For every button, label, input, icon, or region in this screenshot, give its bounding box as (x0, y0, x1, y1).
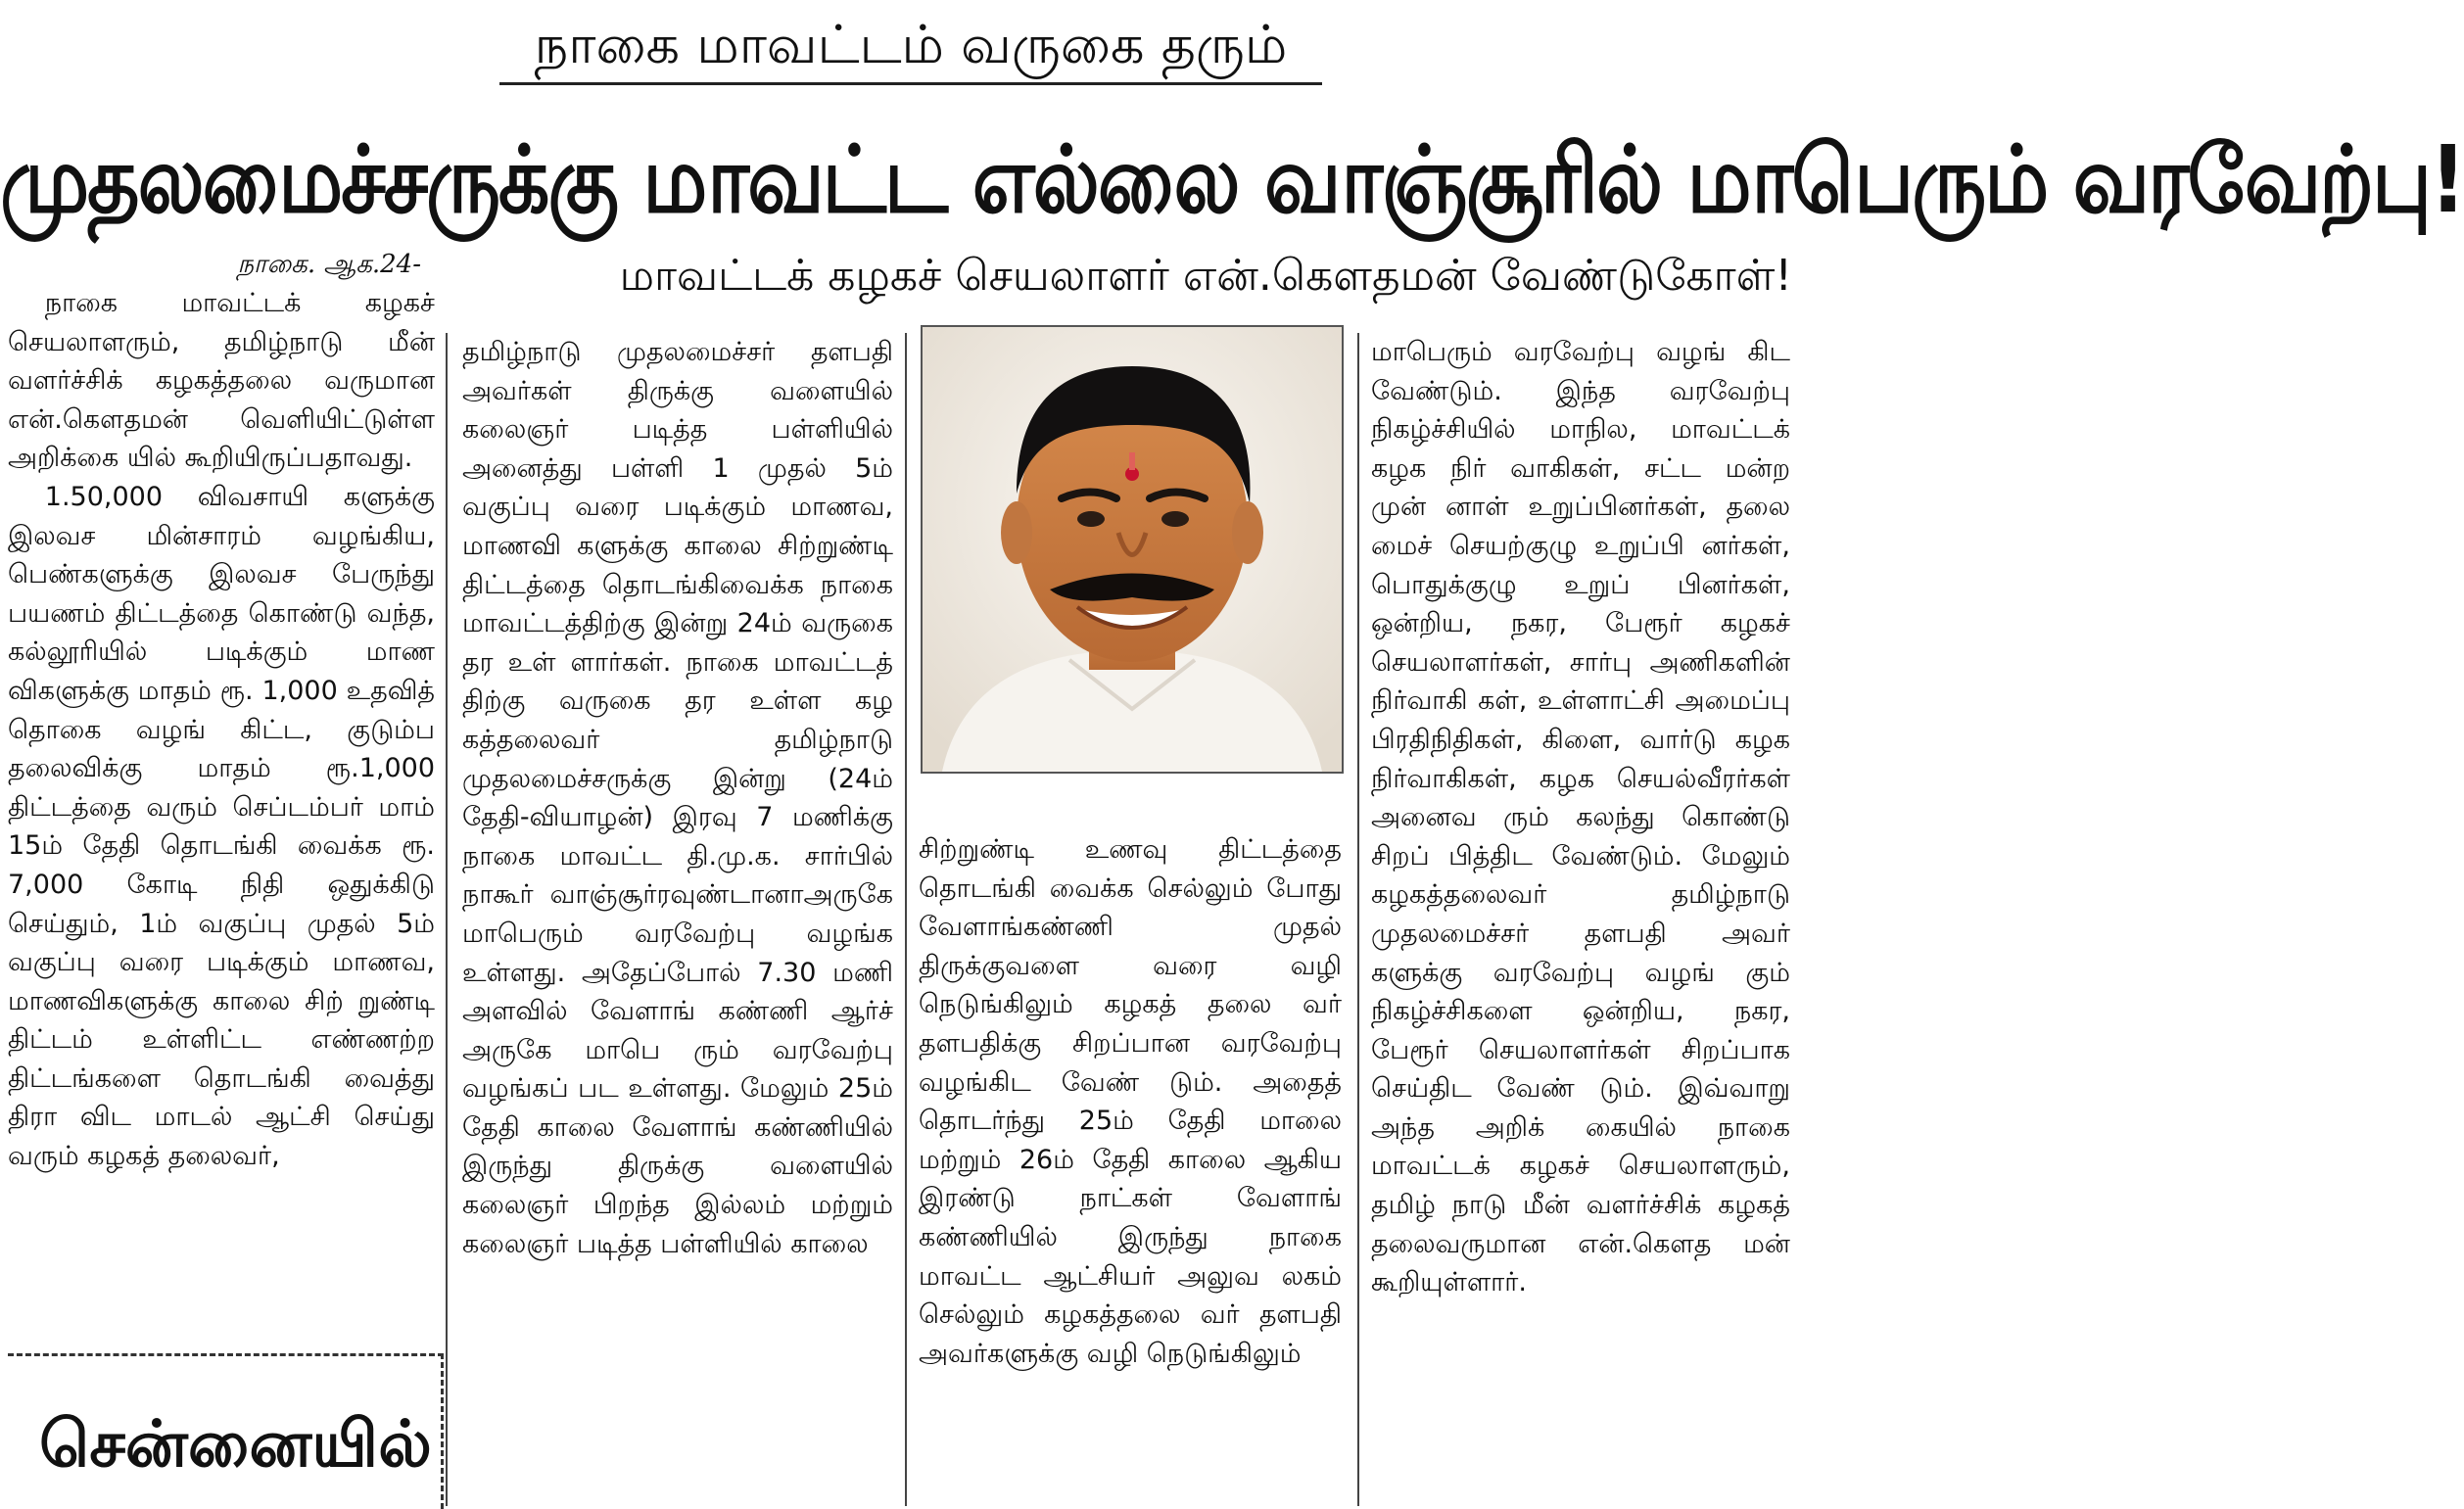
article-column-2 (462, 333, 893, 1503)
kicker-headline: நாகை மாவட்டம் வருகை தரும் (499, 8, 1322, 85)
column-divider (446, 333, 448, 1506)
col3-text: சிற்றுண்டி உணவு திட்டத்தை தொடங்கி வைக்க செல்லும் போது வேளாங்கண்ணி முதல் திருக்குவளை வரை வழி நெடுங்கிலும் கழகத் தலை வர் தளபதிக்கு சிறப்பான வரவேற்பு வழங்கிட வேண் டும். அதைத் தொடர்ந்து 25ம் தேதி மாலை மற்றும் 26ம் தேதி காலை ஆகிய இரண்டு நாட்கள் வேளாங் கண்ணியில் இருந்து நாகை மாவட்ட ஆட்சியர் அலுவ லகம் செல்லும் கழகத்தலை வர் தளபதி அவர்களுக்கு வழி நெடுங்கிலும் (919, 834, 1342, 1369)
article-column-4 (1371, 333, 1790, 1503)
article-column-3 (919, 830, 1342, 1506)
col1-para-1: நாகை மாவட்டக் கழகச் செயலாளரும், தமிழ்நாடு மீன் வளர்ச்சிக் கழகத்தலை வருமான என்.கௌதமன் வெளியிட்டுள்ள அறிக்கை யில் கூறியிருப்பதாவது. (8, 288, 435, 474)
main-headline: முதலமைச்சருக்கு மாவட்ட எல்லை வாஞ்சூரில் மாபெரும் வரவேற்பு! (0, 126, 2464, 234)
col4-text: மாபெரும் வரவேற்பு வழங் கிட வேண்டும். இந்த வரவேற்பு நிகழ்ச்சியில் மாநில, மாவட்டக் கழக நிர் வாகிகள், சட்ட மன்ற முன் னாள் உறுப்பினர்கள், தலை மைச் செயற்குழு உறுப்பி னர்கள், பொதுக்குழு உறுப் பினர்கள், ஒன்றிய, நகர, பேரூர் கழகச் செயலாளர்கள், சார்பு அணிகளின் நிர்வாகி கள், உள்ளாட்சி அமைப்பு பிரதிநிதிகள், கிளை, வார்டு கழக நிர்வாகிகள், கழக செயல்வீரர்கள் அனைவ ரும் கலந்து கொண்டு சிறப் பித்திட வேண்டும். மேலும் கழகத்தலைவர் தமிழ்நாடு முதலமைச்சர் தளபதி அவர் களுக்கு வரவேற்பு வழங் கும் நிகழ்ச்சிகளை ஒன்றிய, நகர, பேரூர் செயலாளர்கள் சிறப்பாக செய்திட வேண் டும். இவ்வாறு அந்த அறிக் கையில் நாகை மாவட்டக் கழகச் செயலாளரும், தமிழ் நாடு மீன் வளர்ச்சிக் கழகத் தலைவருமான என்.கௌத மன் கூறியுள்ளார். (1371, 337, 1790, 1298)
subheadline: மாவட்டக் கழகச் செயலாளர் என்.கௌதமன் வேண்டுகோள்! (619, 251, 1792, 301)
col2-text: தமிழ்நாடு முதலமைச்சர் தளபதி அவர்கள் திருக்கு வளையில் கலைஞர் படித்த பள்ளியில் அனைத்து பள்ளி 1 முதல் 5ம் வகுப்பு வரை படிக்கும் மாணவ, மாணவி களுக்கு காலை சிற்றுண்டி திட்டத்தை தொடங்கிவைக்க நாகை மாவட்டத்திற்கு இன்று 24ம் வருகை தர உள் ளார்கள். நாகை மாவட்டத் திற்கு வருகை தர உள்ள கழ கத்தலைவர் தமிழ்நாடு முதலமைச்சருக்கு இன்று (24ம் தேதி-வியாழன்) இரவு 7 மணிக்கு நாகை மாவட்ட தி.மு.க. சார்பில் நாகூர் வாஞ்சூர்ரவுண்டானாஅருகே மாபெரும் வரவேற்பு வழங்க உள்ளது. அதேப்போல் 7.30 மணி அளவில் வேளாங் கண்ணி ஆர்ச் அருகே மாபெ ரும் வரவேற்பு வழங்கப் பட உள்ளது. மேலும் 25ம் தேதி காலை வேளாங் கண்ணியில் இருந்து திருக்கு வளையில் கலைஞர் பிறந்த இல்லம் மற்றும் கலைஞர் படித்த பள்ளியில் காலை (462, 337, 893, 1259)
article-column-1 (8, 284, 435, 1337)
portrait-photo (921, 325, 1344, 774)
column-divider (905, 333, 907, 1506)
column-divider (1357, 333, 1359, 1506)
dateline: நாகை. ஆக.24- (237, 250, 421, 279)
teaser-box-title: சென்னையில் (39, 1406, 432, 1482)
person-portrait-icon (923, 327, 1342, 772)
col1-para-2: 1.50,000 விவசாயி களுக்கு இலவச மின்சாரம் வழங்கிய, பெண்களுக்கு இலவச பேருந்து பயணம் திட்டத்தை கொண்டு வந்த, கல்லூரியில் படிக்கும் மாண விகளுக்கு மாதம் ரூ. 1,000 உதவித் தொகை வழங் கிட்ட, குடும்ப தலைவிக்கு மாதம் ரூ.1,000 திட்டத்தை வரும் செப்டம்பர் மாம் 15ம் தேதி தொடங்கி வைக்க ரூ. 7,000 கோடி நிதி ஒதுக்கிடு செய்தும், 1ம் வகுப்பு முதல் 5ம் வகுப்பு வரை படிக்கும் மாணவ, மாணவிகளுக்கு காலை சிற் றுண்டி திட்டம் உள்ளிட்ட எண்ணற்ற திட்டங்களை தொடங்கி வைத்து திரா விட மாடல் ஆட்சி செய்து வரும் கழகத் தலைவர், (8, 481, 435, 1172)
